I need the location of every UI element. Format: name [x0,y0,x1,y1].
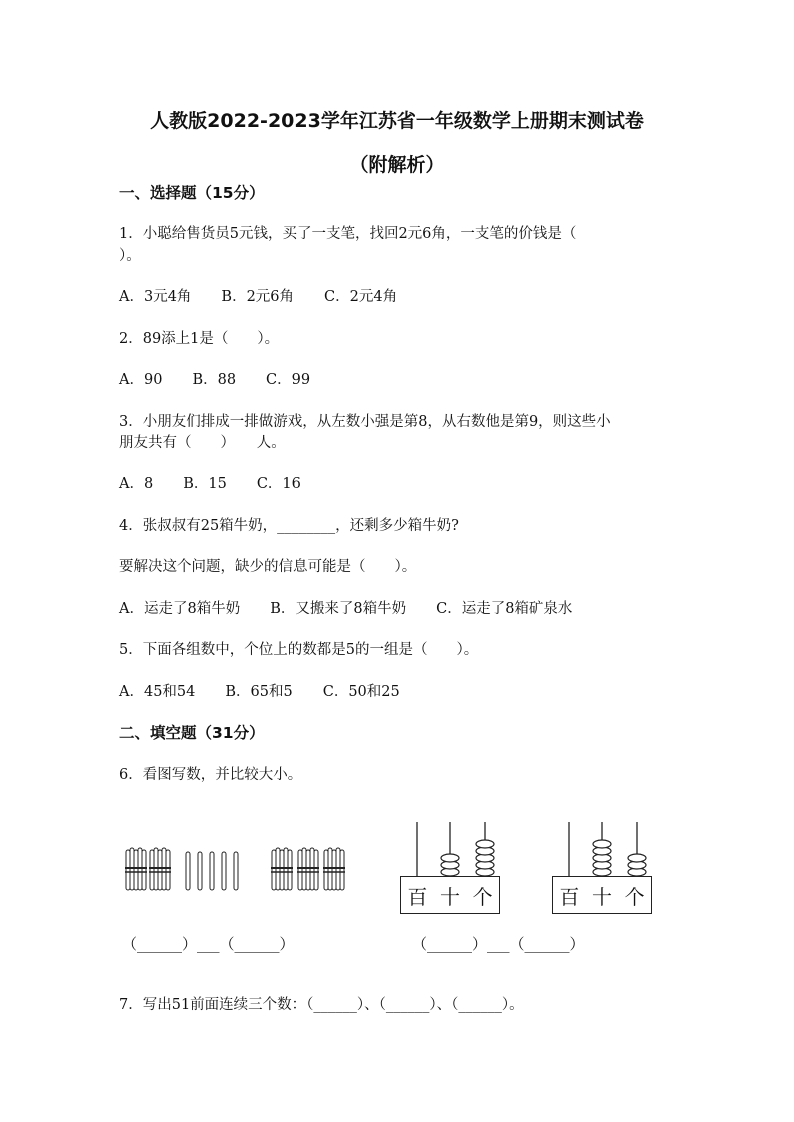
bundle-of-ten-icon [125,848,147,890]
abacus-label-hundreds: 百 [407,884,428,909]
q5-option-c: C．50和25 [322,684,400,700]
q3-option-a: A．8 [119,476,154,492]
q5-options [119,680,430,701]
q2-option-c: C．99 [266,372,311,388]
q6-blanks-left[interactable]: （______）___（______） [122,935,295,953]
bundle-of-ten-icon [297,848,319,890]
q5-text: 5．下面各组数中，个位上的数都是5的一组是（ ）。 [119,642,479,658]
abacus-right [552,820,652,914]
abacus-left-label-box [400,876,500,914]
q1-options [119,285,427,306]
abacus-label-hundreds: 百 [559,884,580,909]
abacus-label-ones: 个 [624,884,645,909]
q2-text: 2．89添上1是（ ）。 [119,331,280,347]
abacus-label-tens: 十 [591,884,612,909]
bundle-of-ten-icon [271,848,293,890]
q4-text-line1: 4．张叔叔有25箱牛奶，________，还剩多少箱牛奶? [119,518,459,534]
q4-option-b: B．又搬来了8箱牛奶 [270,601,407,617]
document-title: 人教版2022-2023学年江苏省一年级数学上册期末测试卷 [150,110,644,132]
bundle-of-ten-icon [323,848,345,890]
q1-text-line2: ）。 [119,248,141,264]
q3-text-line2: 朋友共有（ ） 人。 [119,435,286,451]
stick-bundles-figure [120,838,360,898]
q3-options [119,472,331,493]
abacus-label-ones: 个 [472,884,493,909]
q4-options [119,597,602,618]
q1-text-line1: 1．小聪给售货员5元钱，买了一支笔，找回2元6角，一支笔的价钱是（ [119,226,577,242]
q2-option-b: B．88 [192,372,237,388]
q4-option-a: A．运走了8箱牛奶 [119,601,241,617]
q3-option-c: C．16 [256,476,301,492]
q6-blanks-right[interactable]: （______）___（______） [412,935,585,953]
q3-option-b: B．15 [183,476,227,492]
q7-text: 7．写出51前面连续三个数：（______）、（______）、（______）。 [119,997,524,1013]
q2-options [119,368,340,389]
abacus-right-label-box [552,876,652,914]
q2-option-a: A．90 [119,372,163,388]
q5-option-b: B．65和5 [225,684,293,700]
q3-text-line1: 3．小朋友们排成一排做游戏，从左数小强是第8，从右数他是第9，则这些小 [119,414,611,430]
q1-option-b: B．2元6角 [221,289,295,305]
q4-text-line2: 要解决这个问题，缺少的信息可能是（ ）。 [119,559,417,575]
q1-option-c: C．2元4角 [324,289,398,305]
q6-text: 6．看图写数，并比较大小。 [119,767,303,783]
q5-option-a: A．45和54 [119,684,196,700]
bundle-of-ten-icon [149,848,171,890]
single-sticks-icon [186,852,238,890]
document-subtitle: （附解析） [349,154,445,176]
q4-option-c: C．运走了8箱矿泉水 [436,601,573,617]
abacus-left [400,820,500,914]
abacus-label-tens: 十 [439,884,460,909]
section-heading-choice: 一、选择题（15分） [119,184,265,202]
section-heading-fill: 二、填空题（31分） [119,724,265,742]
q1-option-a: A．3元4角 [119,289,192,305]
